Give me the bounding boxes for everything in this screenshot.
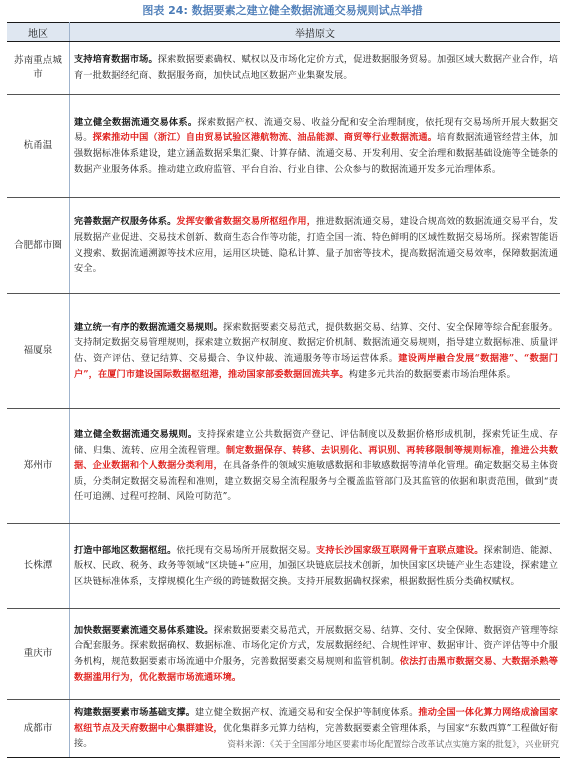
measures-cell	[70, 294, 561, 409]
measure-highlight-text: 制定数据保存、转移、去识别化、再识别、再转移限制等规则标准，推进公共数据、企业数据和个人数据分类利用，	[74, 444, 558, 472]
measure-highlight-text: 探索推动中国（浙江）自由贸易试验区港航物流、油品能源、商贸等行业数据流通。	[92, 132, 438, 144]
measure-text: 探索数据要素交易范式，提供数据交易、结算、交付、安全保障等综合配套服务。支持制定数据交易管理规则，探索建立数据产权制度、数据定价机制、数据流通交易规则，指导建立数据标准、质量评估、资产评估、登记结算、交易撮合、争议仲裁、流通服务等市场运营体系。	[74, 321, 558, 364]
table-row	[7, 42, 560, 95]
measures-cell	[70, 409, 561, 524]
measure-lead-text: 支持培育数据市场。	[74, 54, 158, 66]
measures-cell	[70, 609, 561, 700]
region-column-header: 地区	[7, 23, 70, 42]
table-header-row	[7, 23, 560, 42]
measure-text: 探索制造、能源、版权、民政、税务、政务等领域“区块链+”应用，加强区块链底层技术创新，加快国家区块链产业生态建设，探索建立区块链标准体系，支撑规模化生产级的跨链数据交换。支持开展数据确权探索，根据数据性质分类确权赋权。	[74, 544, 559, 587]
source-note: 资料来源：《关于全国部分地区要素市场化配置综合改革试点实施方案的批复》，兴业研究	[227, 740, 559, 750]
measure-text: 探索数据要素交易范式，开展数据交易、结算、交付、安全保障、数据资产管理等综合配套服务。探索数据确权、数据标准、市场化定价方式，发展数据经纪、合规性评审、数据审计、资产评估等中介服务机构，规范数据要素市场流通中介服务，完善数据要素交易规则和监管机制。	[74, 624, 558, 667]
measure-text: 支持探索建立公共数据资产登记、评估制度以及数据价格形成机制，探索凭证生成、存储、归集、流转、应用全流程管理。	[74, 429, 558, 456]
measure-lead-text: 建立健全数据流通交易规则。	[74, 429, 198, 441]
page-title: 图表 24: 数据要素之建立健全数据流通交易规则试点举措	[142, 4, 423, 17]
measure-highlight-text: 发挥安徽省数据交易所枢纽作用，	[176, 216, 317, 228]
table-row	[7, 409, 560, 524]
table-row	[7, 95, 560, 198]
table-row	[7, 524, 560, 609]
measure-lead-text: 构建数据要素市场基础支撑。	[74, 707, 195, 719]
measures-table-wrapper	[7, 22, 560, 758]
measure-highlight-text: 依法打击黑市数据交易、大数据杀熟等数据滥用行为，优化数据市场流通环境。	[74, 656, 558, 683]
region-cell: 重庆市	[7, 609, 70, 700]
region-cell: 合肥都市圈	[7, 198, 70, 294]
measure-lead-text: 建立健全数据流通交易体系。	[74, 116, 198, 128]
measures-cell	[70, 95, 561, 198]
measures-cell	[70, 198, 561, 294]
table-body	[7, 42, 560, 758]
measure-text: 探索数据要素确权、赋权以及市场化定价方式，促进数据服务贸易。加强区域大数据产业合作，培育一批数据经纪商、数据服务商，加快试点地区数据产业集聚发展。	[74, 54, 558, 81]
region-cell: 杭甬温	[7, 95, 70, 198]
measure-text: 优化集群多元算力结构，完善数据要素全管理体系，与国家“东数西算”工程做好衔接。	[74, 722, 558, 750]
measures-cell	[70, 524, 561, 609]
measure-text: 在具备条件的领域实施敏感数据和非敏感数据等清单化管理。确定数据交易主体资质，分类制定数据交易流程和准则，建立数据交易全流程服务与全覆盖监管部门及其监管的依据和职责范围，做到“责任可追溯、过程可控制、风险可防范”。	[74, 460, 558, 503]
measure-highlight-text: 建设两岸融合发展“数据港”、“数据门户”，在厦门市建设国际数据枢纽港，推动国家部委数据回流共享。	[74, 353, 558, 380]
measure-lead-text: 加快数据要素流通交易体系建设。	[74, 624, 214, 636]
region-cell: 郑州市	[7, 409, 70, 524]
measures-column-header: 举措原文	[70, 23, 561, 42]
measure-lead-text: 建立统一有序的数据流通交易规则。	[74, 321, 223, 333]
table-row	[7, 198, 560, 294]
region-cell: 苏南重点城市	[7, 42, 70, 95]
measure-text: 探索数据产权、流通交易、收益分配和安全治理制度，依托现有交易场所开展大数据交易。	[74, 116, 558, 144]
measure-lead-text: 完善数据产权服务体系。	[74, 216, 177, 228]
region-cell: 福厦泉	[7, 294, 70, 409]
measure-text: 依托现有交易场所开展数据交易。	[176, 544, 317, 556]
region-cell: 成都市	[7, 700, 70, 758]
measure-lead-text: 打造中部地区数据枢纽。	[74, 544, 177, 556]
region-cell: 长株潭	[7, 524, 70, 609]
measures-table	[7, 22, 560, 758]
table-row	[7, 294, 560, 409]
measure-text: 构建多元共治的数据要素市场治理体系。	[348, 368, 516, 380]
measure-text: 建立健全数据产权、流通交易和安全保护等制度体系。	[195, 707, 419, 719]
measure-highlight-text: 推动全国一体化算力网络成渝国家枢纽节点及天府数据中心集群建设，	[74, 707, 558, 734]
measure-text: 培育数据流通管经营主体，加强数据标准体系建设，建立涵盖数据采集汇聚、计算存储、流通交易、开发利用、安全治理和数据基础设施等全链条的数据产业服务体系。推动建立政府监管、平台自治、行业自律、公众参与的数据流通开发多元治理体系。	[74, 132, 558, 175]
measure-text: 推进数据流通交易，建设合规高效的数据流通交易平台，发展数据产业促进、交易技术创新、数商生态合作等功能，打造全国一流、特色鲜明的区域性数据交易场所。探索智能语义搜索、数据流通溯源等技术应用，运用区块链、隐私计算、量子加密等技术，提高数据流通交易效率，保障数据流通安全。	[74, 216, 558, 275]
measure-highlight-text: 支持长沙国家级互联网骨干直联点建设。	[316, 544, 484, 556]
table-row	[7, 609, 560, 700]
measures-cell	[70, 42, 561, 95]
